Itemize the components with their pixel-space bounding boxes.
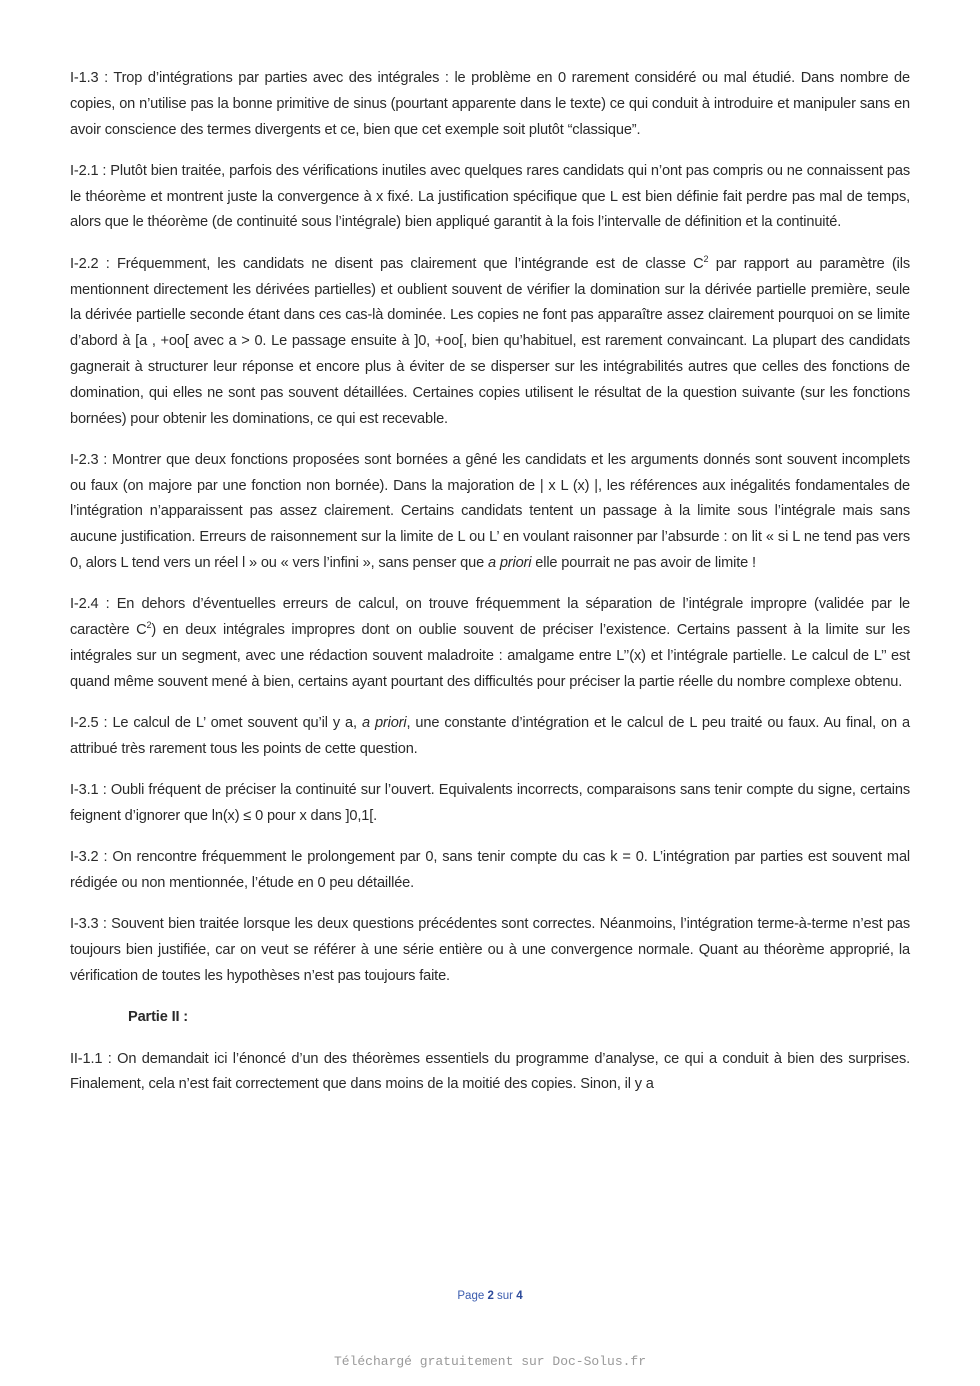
paragraph-i-1-3: [70, 66, 910, 143]
paragraph-i-3-3: [70, 912, 910, 989]
paragraphs-part-2: [70, 1047, 910, 1099]
download-notice: Téléchargé gratuitement sur Doc-Solus.fr: [333, 1354, 647, 1369]
paragraph-text: I-2.3 : Montrer que deux fonctions proposées sont bornées a gêné les candidats et les arguments donnés sont souvent incomplets ou faux (on majore par une fonction non bornée). Dans la majoration de | x L (x) |, les références aux inégalités fondamentales de l’intégration n’apparaissent pas assez clairement. Certains candidats tentent un passage à la limite sous l’intégrale mais sans aucune justification. Erreurs de raisonnement sur la limite de L ou L’ en voulant raisonner par l’absurde : on lit « si L ne tend pas vers 0, alors L tend vers un réel l » ou « vers l’infini », sans penser que: [70, 451, 910, 572]
italic-text: a priori: [487, 555, 532, 572]
section-heading-partie-ii: Partie II :: [128, 1009, 188, 1026]
paragraph-text: , une constante d’intégration et le calcul de L peu traité ou faux. Au final, on a attribué très rarement tous les points de cette question.: [70, 715, 910, 757]
page-prefix: Page: [457, 1290, 488, 1302]
superscript: 2: [146, 620, 152, 631]
paragraph-text: I-1.3 : Trop d’intégrations par parties avec des intégrales : le problème en 0 rarement considéré ou mal étudié. Dans nombre de copies, on n’utilise pas la bonne primitive de sinus (pourtant apparente dans le texte) ce qui conduit à introduire et manipuler sans en avoir conscience des termes divergents et ce, bien que cet exemple soit plutôt “classique”.: [70, 70, 910, 138]
page-current: 2: [487, 1290, 494, 1302]
paragraph-i-2-1: [70, 159, 910, 236]
paragraph-text: I-2.4 : En dehors d’éventuelles erreurs de calcul, on trouve fréquemment la séparation de l’intégrale impropre (validée par le caractère C: [70, 596, 910, 639]
paragraph-text: elle pourrait ne pas avoir de limite !: [531, 555, 756, 572]
paragraph-text: I-3.1 : Oubli fréquent de préciser la continuité sur l’ouvert. Equivalents incorrects, comparaisons sans tenir compte du signe, certains feignent d’ignorer que ln(x) ≤ 0 pour x dans ]0,1[.: [70, 782, 910, 824]
paragraph-text: I-3.3 : Souvent bien traitée lorsque les deux questions précédentes sont correctes. Néanmoins, l’intégration terme-à-terme n’est pas toujours bien justifiée, car on veut se référer à une série entière ou à une convergence normale. Quant au théorème approprié, la vérification de toutes les hypothèses n’est pas toujours faite.: [70, 916, 910, 984]
document-page: [70, 66, 910, 1114]
paragraphs-part-1: [70, 66, 910, 990]
paragraph-text: II-1.1 : On demandait ici l’énoncé d’un des théorèmes essentiels du programme d’analyse, ce qui a conduit à bien des surprises. Finalement, cela n’est fait correctement que dans moins de la moitié des copies. Sinon, il y a: [70, 1050, 910, 1093]
page-total: 4: [516, 1290, 523, 1302]
paragraph-i-3-2: [70, 845, 910, 897]
paragraph-text: I-2.5 : Le calcul de L’ omet souvent qu’il y a,: [70, 715, 362, 732]
paragraph-i-2-3: [70, 448, 910, 577]
page-number: [0, 1290, 980, 1302]
paragraph-i-3-1: [70, 778, 910, 830]
superscript: 2: [703, 253, 709, 264]
paragraph-text: I-3.2 : On rencontre fréquemment le prolongement par 0, sans tenir compte du cas k = 0. L’intégration par parties est souvent mal rédigée ou non mentionnée, l’étude en 0 peu détaillée.: [70, 849, 910, 892]
paragraph-text: par rapport au paramètre (ils mentionnent directement les dérivées partielles) et oublient souvent de vérifier la domination sur la dérivée partielle première, seule la dérivée partielle seconde étant dans ces cas-là dominée. Les copies ne font pas apparaître assez clairement pourquoi on se limite d’abord à [a , +oo[ avec a > 0. Le passage ensuite à ]0, +oo[, bien qu’habituel, est rarement convaincant. La plupart des candidats gagnerait à structurer leur réponse et encore plus à éviter de se disperser sur les intégrabilités autres que celles des fonctions de domination, qui elles ne sont pas souvent détaillées. Certaines copies utilisent le résultat de la question suivante (sur les fonctions bornées) pour obtenir les dominations, ce qui est recevable.: [70, 255, 910, 427]
paragraph-i-2-5: [70, 711, 910, 763]
page-separator: sur: [493, 1290, 517, 1302]
paragraph-text: ) en deux intégrales impropres dont on oublie souvent de préciser l’existence. Certains passent à la limite sur les intégrales sur un segment, avec une rédaction souvent maladroite : amalgame entre L’’(x) et l’intégrale partielle. Le calcul de L’’ est quand même souvent mené à bien, certains ayant pourtant des difficultés pour préciser la partie réelle du nombre complexe obtenu.: [70, 622, 911, 690]
italic-text: a priori: [361, 715, 407, 732]
paragraph-i-2-4: [70, 592, 910, 695]
paragraph-ii-1-1: [70, 1047, 910, 1099]
paragraph-i-2-2: [70, 252, 910, 433]
paragraph-text: I-2.2 : Fréquemment, les candidats ne disent pas clairement que l’intégrande est de classe C: [70, 255, 704, 272]
paragraph-text: I-2.1 : Plutôt bien traitée, parfois des vérifications inutiles avec quelques rares candidats qui n’ont pas compris ou ne connaissent pas le théorème et montrent juste la convergence à x fixé. La justification spécifique que L est bien définie fait perdre pas mal de temps, alors que le théorème (de continuité sous l’intégrale) bien appliqué garantit à la fois l’intervalle de définition et la continuité.: [70, 162, 910, 231]
